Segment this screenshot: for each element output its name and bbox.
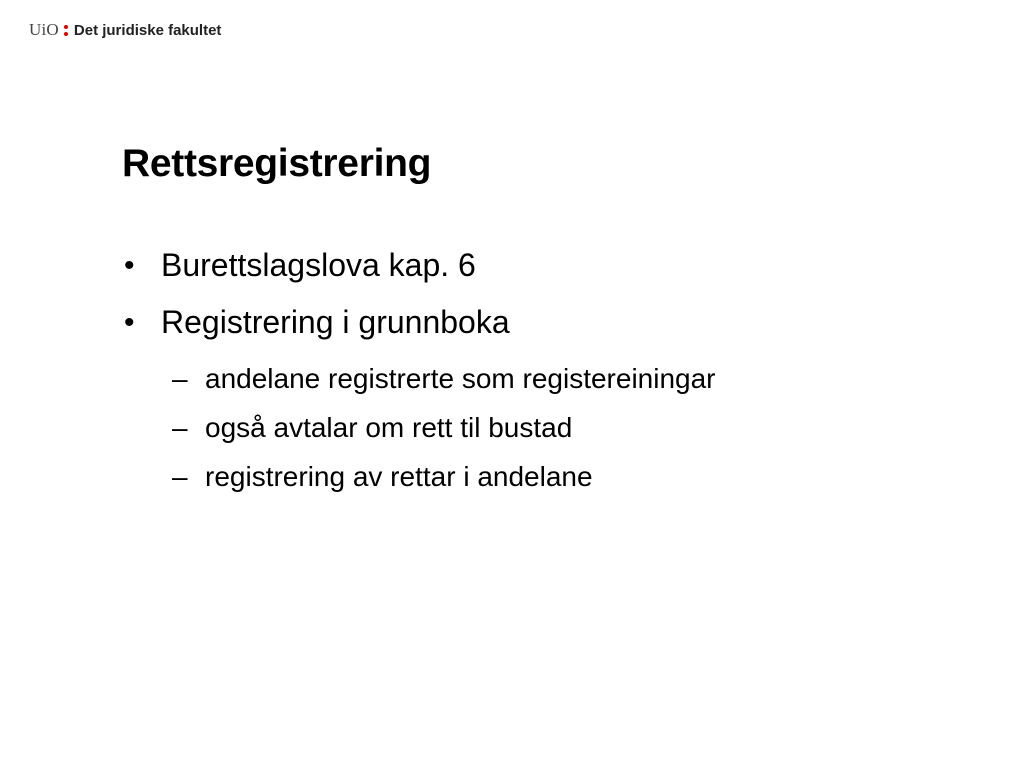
sub-bullet-item — [124, 354, 984, 403]
sub-bullet-item — [124, 452, 984, 501]
uio-logo: UiO — [29, 20, 59, 39]
bullet-marker: • — [124, 249, 135, 282]
sub-bullet-text: andelane registrerte som registereiningar — [205, 363, 716, 394]
logo-dots-icon — [64, 23, 68, 37]
logo-dot-bottom — [64, 32, 68, 36]
sub-bullet-text: registrering av rettar i andelane — [205, 461, 593, 492]
faculty-name: Det juridiske fakultet — [73, 21, 222, 39]
dash-marker: – — [172, 412, 188, 443]
bullet-marker: • — [124, 306, 135, 339]
dash-marker: – — [172, 461, 188, 492]
dash-marker: – — [172, 363, 188, 394]
sub-bullet-text: også avtalar om rett til bustad — [205, 412, 573, 443]
bullet-text: Registrering i grunnboka — [161, 304, 510, 340]
bullet-item — [124, 237, 984, 294]
slide-header — [29, 19, 221, 41]
logo-dot-top — [64, 25, 68, 29]
sub-bullet-item — [124, 403, 984, 452]
slide-title: Rettsregistrering — [122, 142, 432, 185]
bullet-item — [124, 294, 984, 351]
bullet-text: Burettslagslova kap. 6 — [161, 247, 476, 283]
bullet-list — [124, 237, 984, 501]
